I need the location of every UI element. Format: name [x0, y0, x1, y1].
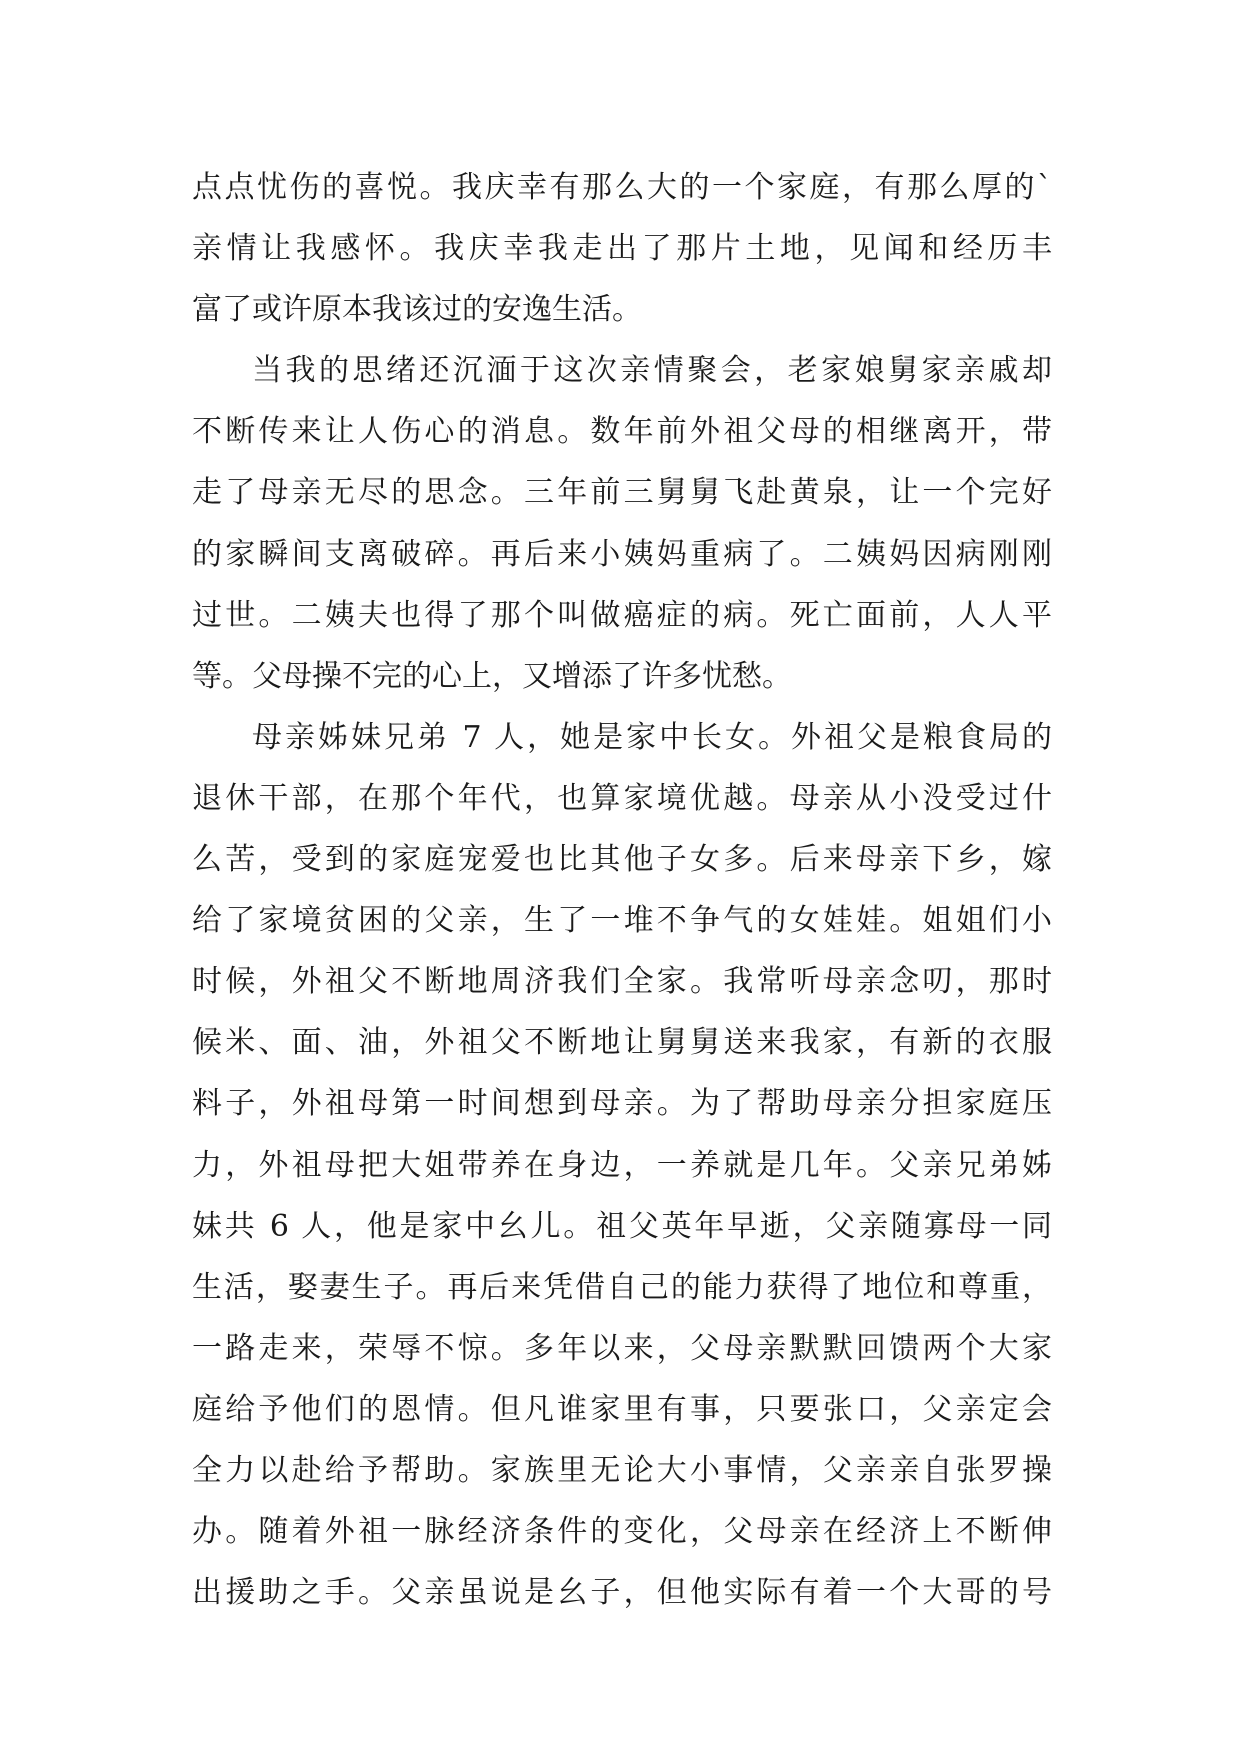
- text-line: 的家瞬间支离破碎。再后来小姨妈重病了。二姨妈因病刚刚: [192, 536, 1052, 572]
- paragraph-2: [192, 340, 1052, 707]
- text-line: 全力以赴给予帮助。家族里无论大小事情，父亲亲自张罗操: [192, 1452, 1052, 1488]
- text-line: 点点忧伤的喜悦。我庆幸有那么大的一个家庭，有那么厚的`: [192, 170, 1052, 205]
- text-line: 走了母亲无尽的思念。三年前三舅舅飞赴黄泉，让一个完好: [192, 475, 1052, 511]
- text-line: 么苦，受到的家庭宠爱也比其他子女多。后来母亲下乡，嫁: [192, 842, 1052, 878]
- text-line: 一路走来，荣辱不惊。多年以来，父母亲默默回馈两个大家: [192, 1330, 1052, 1366]
- text-line: 给了家境贫困的父亲，生了一堆不争气的女娃娃。姐姐们小: [192, 903, 1052, 939]
- body-text: [192, 157, 1052, 1623]
- paragraph-3: [192, 707, 1052, 1623]
- text-line: 亲情让我感怀。我庆幸我走出了那片土地，见闻和经历丰: [192, 231, 1052, 267]
- text-line: 退休干部，在那个年代，也算家境优越。母亲从小没受过什: [192, 780, 1052, 816]
- text-line: 生活，娶妻生子。再后来凭借自己的能力获得了地位和尊重，: [192, 1269, 1052, 1305]
- text-line: 时候，外祖父不断地周济我们全家。我常听母亲念叨，那时: [192, 964, 1052, 1000]
- paragraph-1: [192, 157, 1052, 340]
- text-line: 不断传来让人伤心的消息。数年前外祖父母的相继离开，带: [192, 414, 1052, 450]
- text-line: 办。随着外祖一脉经济条件的变化，父母亲在经济上不断伸: [192, 1514, 1052, 1550]
- text-line: 当我的思绪还沉湎于这次亲情聚会，老家娘舅家亲戚却: [252, 353, 1052, 389]
- text-line: 出援助之手。父亲虽说是幺子，但他实际有着一个大哥的号: [192, 1575, 1052, 1611]
- text-line: 料子，外祖母第一时间想到母亲。为了帮助母亲分担家庭压: [192, 1086, 1052, 1122]
- text-line: 庭给予他们的恩情。但凡谁家里有事，只要张口，父亲定会: [192, 1391, 1052, 1427]
- text-line: 妹共 6 人，他是家中幺儿。祖父英年早逝，父亲随寡母一同: [192, 1208, 1052, 1244]
- text-line: 力，外祖母把大姐带养在身边，一养就是几年。父亲兄弟姊: [192, 1147, 1052, 1183]
- text-line: 等。父母操不完的心上，又增添了许多忧愁。: [192, 658, 792, 694]
- text-line: 候米、面、油，外祖父不断地让舅舅送来我家，有新的衣服: [192, 1025, 1052, 1061]
- text-line: 过世。二姨夫也得了那个叫做癌症的病。死亡面前，人人平: [192, 597, 1052, 633]
- text-line: 富了或许原本我该过的安逸生活。: [192, 292, 642, 328]
- text-line: 母亲姊妹兄弟 7 人，她是家中长女。外祖父是粮食局的: [252, 719, 1052, 755]
